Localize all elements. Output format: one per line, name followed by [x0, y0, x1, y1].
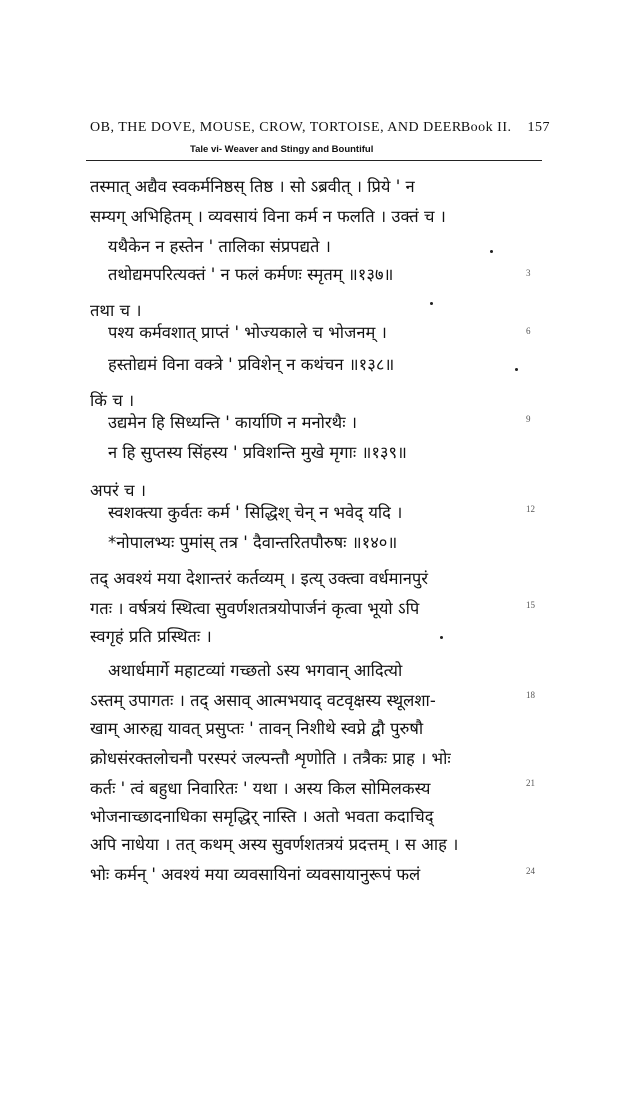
text-line: सम्यग् अभिहितम् । व्यवसायं विना कर्म न फलति । उक्तं च ।	[90, 207, 446, 226]
header-rule	[86, 160, 542, 161]
text-line: खाम् आरुह्य यावत् प्रसुप्तः ' तावन् निशीथे स्वप्ने द्वौ पुरुषौ	[90, 719, 424, 738]
book-label: Book II.	[460, 120, 512, 135]
verse-line: यथैकेन न हस्तेन ' तालिका संप्रपद्यते ।	[108, 237, 331, 256]
verse-line: उद्यमेन हि सिध्यन्ति ' कार्याणि न मनोरथैः ।	[108, 413, 358, 432]
tale-subtitle: Tale vi- Weaver and Stingy and Bountiful	[190, 144, 374, 155]
margin-line-number: 12	[526, 504, 535, 514]
margin-line-number: 18	[526, 690, 535, 700]
text-line: भोः कर्मन् ' अवश्यं मया व्यवसायिनां व्यवसायानुरूपं फलं	[90, 865, 421, 884]
ink-speck	[490, 250, 493, 253]
running-title: OB, THE DOVE, MOUSE, CROW, TORTOISE, AND DEER.	[90, 120, 466, 135]
text-line: ऽस्तम् उपागतः । तद् असाव् आत्मभयाद् वटवृक्षस्य स्थूलशा-	[90, 691, 436, 710]
page-number: 157	[527, 120, 550, 135]
text-line: तस्मात् अद्यैव स्वकर्मनिष्ठस् तिष्ठ । सो ऽब्रवीत् । प्रिये ' न	[90, 177, 415, 196]
ink-speck	[440, 636, 443, 639]
text-line: अथार्धमार्गे महाटव्यां गच्छतो ऽस्य भगवान् आदित्यो	[108, 661, 403, 680]
text-line: अपि नाधेया । तत् कथम् अस्य सुवर्णशतत्रयं प्रदत्तम् । स आह ।	[90, 835, 459, 854]
ink-speck	[515, 368, 518, 371]
running-header	[90, 120, 550, 142]
margin-line-number: 21	[526, 778, 535, 788]
verse-line: *नोपालभ्यः पुमांस् तत्र ' दैवान्तरितपौरुषः ॥१४०॥	[108, 533, 398, 552]
text-line: अपरं च ।	[90, 481, 146, 500]
verse-line: पश्य कर्मवशात् प्राप्तं ' भोज्यकाले च भोजनम् ।	[108, 323, 387, 342]
margin-line-number: 3	[526, 268, 531, 278]
text-line: गतः । वर्षत्रयं स्थित्वा सुवर्णशतत्रयोपार्जनं कृत्वा भूयो ऽपि	[90, 599, 420, 618]
text-line: कर्तः ' त्वं बहुधा निवारितः ' यथा । अस्य किल सोमिलकस्य	[90, 779, 431, 798]
book-and-page	[461, 120, 550, 136]
ink-speck	[430, 302, 433, 305]
verse-line: तथोद्यमपरित्यक्तं ' न फलं कर्मणः स्मृतम् ॥१३७॥	[108, 265, 394, 284]
text-line: स्वगृहं प्रति प्रस्थितः ।	[90, 627, 212, 646]
text-line: तथा च ।	[90, 301, 142, 320]
margin-line-number: 9	[526, 414, 531, 424]
text-line: भोजनाच्छादनाधिका समृद्धिर् नास्ति । अतो भवता कदाचिद्	[90, 807, 434, 826]
verse-line: हस्तोद्यमं विना वक्त्रे ' प्रविशेन् न कथंचन ॥१३८॥	[108, 355, 395, 374]
text-line: तद् अवश्यं मया देशान्तरं कर्तव्यम् । इत्य् उक्त्वा वर्धमानपुरं	[90, 569, 429, 588]
verse-line: स्वशक्त्या कुर्वतः कर्म ' सिद्धिश् चेन् न भवेद् यदि ।	[108, 503, 403, 522]
margin-line-number: 15	[526, 600, 535, 610]
text-line: किं च ।	[90, 391, 135, 410]
margin-line-number: 24	[526, 866, 535, 876]
verse-line: न हि सुप्तस्य सिंहस्य ' प्रविशन्ति मुखे मृगाः ॥१३९॥	[108, 443, 407, 462]
text-line: क्रोधसंरक्तलोचनौ परस्परं जल्पन्तौ शृणोति । तत्रैकः प्राह । भोः	[90, 749, 451, 768]
margin-line-number: 6	[526, 326, 531, 336]
